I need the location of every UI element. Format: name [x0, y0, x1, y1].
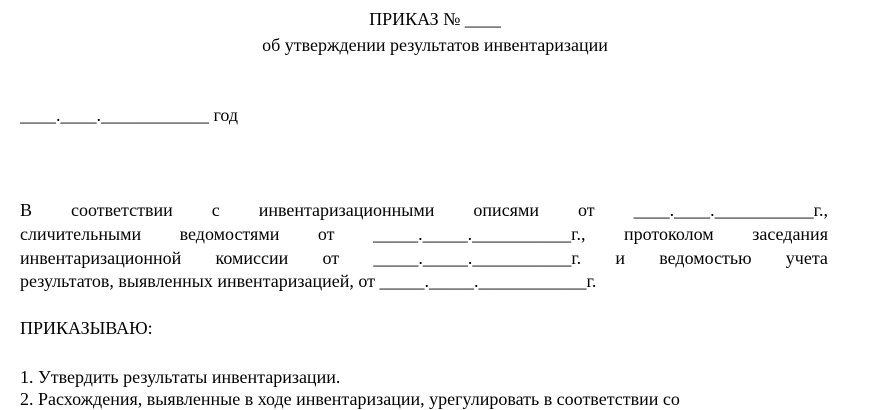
word: от — [577, 200, 595, 220]
word: соответствии — [71, 200, 173, 220]
order-word: ПРИКАЗЫВАЮ: — [20, 318, 153, 338]
list-item-1: 1. Утвердить результаты инвентаризации. — [20, 367, 341, 387]
word: и — [615, 248, 626, 268]
word: с — [211, 200, 220, 220]
order-title: ПРИКАЗ № ____ — [369, 9, 501, 29]
word: от — [317, 224, 335, 244]
paragraph-line-2 — [20, 223, 828, 245]
date-line: ____.____.____________ год — [20, 105, 239, 125]
word: описями — [473, 200, 539, 220]
word: протоколом — [624, 224, 714, 244]
word: ведомостями — [179, 224, 280, 244]
word: В — [20, 200, 33, 220]
word: ведомостью — [659, 248, 752, 268]
date-blank: _____._____.___________г. — [373, 248, 582, 268]
paragraph-line-3 — [20, 247, 828, 269]
paragraph-line-4: результатов, выявленных инвентаризацией, от _____._____.____________г. — [20, 271, 597, 291]
word: от — [322, 248, 340, 268]
word: инвентаризационной — [20, 248, 182, 268]
list-item-2-text: 2. Расхождения, выявленные в ходе инвентаризации, урегулировать в соответствии со — [20, 389, 680, 409]
word: учета — [785, 248, 828, 268]
date-blank: ____.____.___________г., — [633, 200, 828, 220]
word: заседания — [752, 224, 828, 244]
paragraph-line-1 — [20, 199, 828, 221]
word: комиссии — [215, 248, 289, 268]
date-blank: _____._____.___________г., — [373, 224, 586, 244]
order-subtitle: об утверждении результатов инвентаризации — [262, 35, 608, 55]
list-item-2 — [20, 388, 828, 410]
word: сличительными — [20, 224, 142, 244]
word: инвентаризационными — [258, 200, 435, 220]
